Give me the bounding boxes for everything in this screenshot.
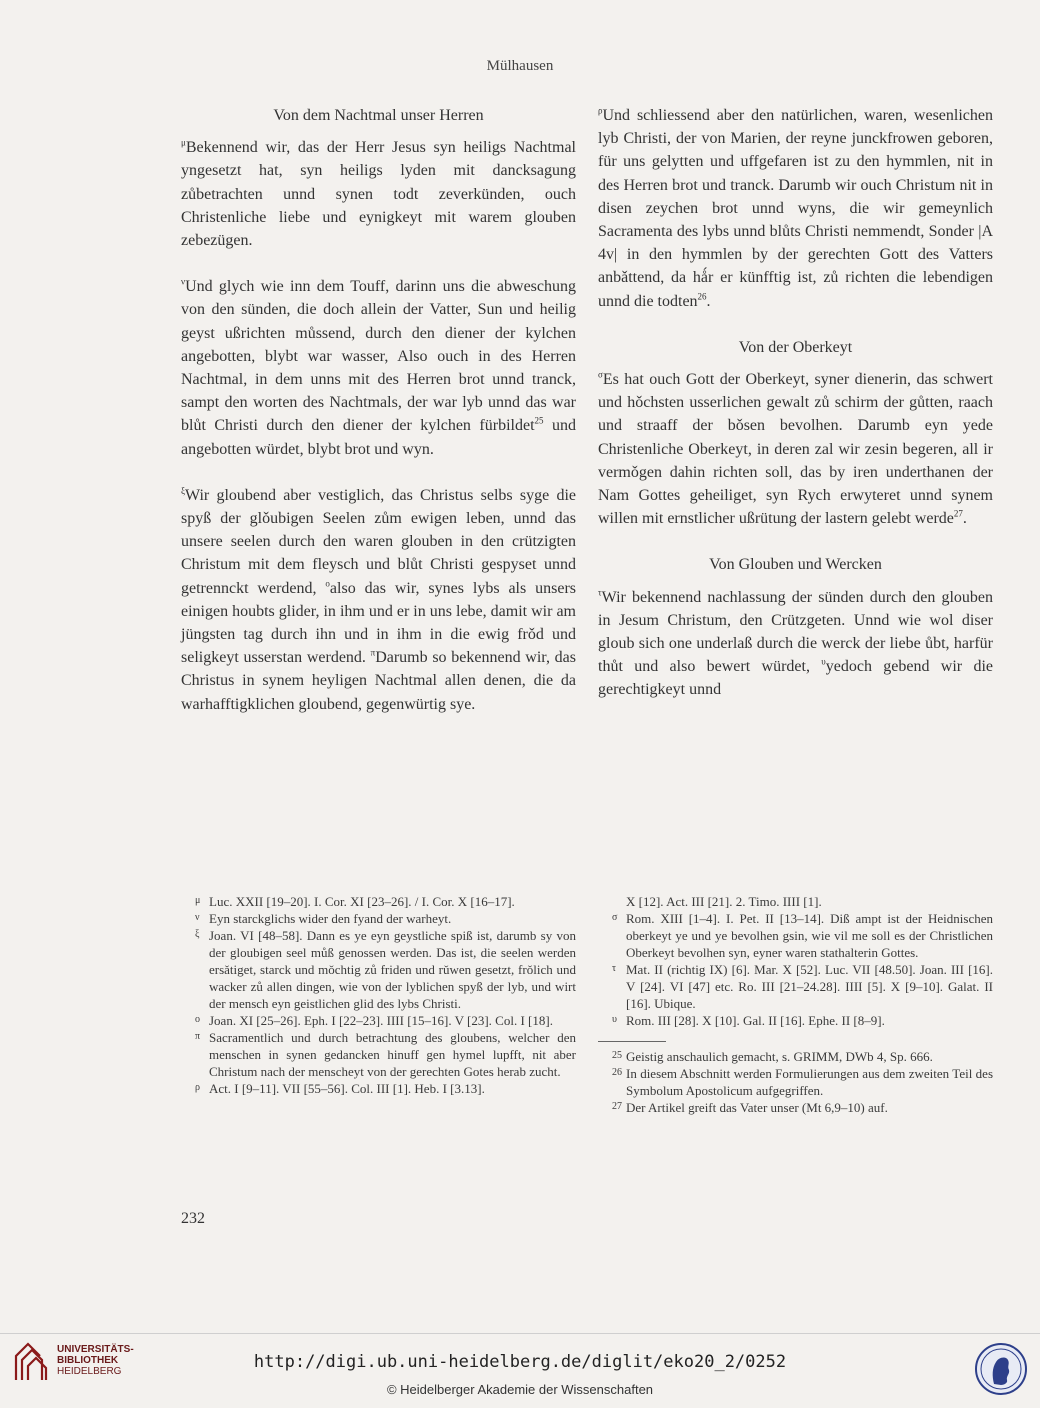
section-heading-nachtmal: Von dem Nachtmal unser Herren (273, 107, 484, 124)
library-name: UNIVERSITÄTS- BIBLIOTHEK HEIDELBERG (57, 1344, 134, 1377)
section-heading-oberkeyt: Von der Oberkeyt (738, 338, 853, 356)
page-number: 232 (181, 1210, 205, 1227)
footnote: τ Mat. II (richtig IX) [6]. Mar. X [52]. Luc. VII [48.50]. Joan. III [16]. V [24]. VI [47] etc. Ro. III [21–24.28]. IIII [5]. X [9–10]. Galat. II [16]. Ubique. (612, 962, 993, 1011)
viewer-footer (0, 1316, 1040, 1408)
footnotes-left (181, 893, 576, 1097)
footnote: ρ Act. I [9–11]. VII [55–56]. Col. III [1]. Heb. I [3.13]. (195, 1081, 485, 1096)
footnote: σ Rom. XIII [1–4]. I. Pet. II [13–14]. Diß ampt ist der Heidnischen oberkeyt ye und ye bevolhen gsin, wie vil me soll es der Christlichen Oberkeyt bevolhen syn, eyner waren stathalterin Gottes. (612, 911, 993, 960)
footer-divider (0, 1333, 1040, 1334)
paragraph: $^\nu$Und glych wie inn dem Touff, darinn uns die abweschung von den sünden, die doch allein der Vatter, Sun und heilig geyst ußrichten můssend, durch den diener der kylchen angebotten, blybt war wasser, Also ouch in des Herren Nachtmal, in dem unns mit des Herren brot unnd tranck, sampt den worten des Nachtmals, der war lyb unnd das war blůt Christi durch den diener der kylchen fürbildet$^{25}$ und angebotten würdet, blybt brot und wyn. (181, 276, 576, 458)
footnote: ο Joan. XI [25–26]. Eph. I [22–23]. IIII [15–16]. V [23]. Col. I [18]. (195, 1013, 553, 1028)
editor-note: 26 In diesem Abschnitt werden Formulierungen aus dem zweiten Teil des Symbolum Apostolicum aufgegriffen. (612, 1066, 993, 1098)
footnote: ξ Joan. VI [48–58]. Dann es ye eyn geystliche spiß ist, darumb sy von der gloubigen seel můß genossen werden. Das ist, die seelen werden ersǎtiget, starck und mǒchtig zů friden und rǔwen gesetzt, frǒlich und wacker zů allen dingen, wie von der lyblichen spyß der lyb, und wirt der mensch eyn geistlichen glid des lybs Christi. (195, 928, 576, 1011)
paragraph: $^\xi$Wir gloubend aber vestiglich, das Christus selbs syge die spyß der glǒubigen Seelen zům ewigen leben, unnd das unsere seelen durch den waren glouben in den crützigten Christum mit dem fleysch und blůt Christi gespyset unnd getrennckt werdend, $^o$also das wir, synes lybs als unsers einigen houbts glider, in ihm und er in uns lebe, damit wir am jüngsten tag durch ihn und in ihm in die ewig frǒd und seligkeyt usserstan werdend. $^\pi$Darumb so bekennend wir, das Christus in synem heyligen Nachtmal allen denen, die da warhafftigklichen gloubend, gegenwürtig sye. (181, 485, 577, 713)
footnote-ref[interactable]: 25 (534, 416, 544, 427)
section-heading-glouben: Von Glouben und Wercken (709, 556, 882, 574)
editor-note: 25 Geistig anschaulich gemacht, s. GRIMM, DWb 4, Sp. 666. (612, 1049, 933, 1064)
footnote-divider (598, 1041, 666, 1042)
paragraph: $^\mu$Bekennend wir, das der Herr Jesus syn heiligs Nachtmal yngesetzt hat, syn heiligs lyden mit dancksagung zůbetrachten unnd synen todt zeverkünden, ouch Christenliche liebe und eynigkeyt mit warem glouben zebezügen. (181, 137, 576, 250)
footnote: π Sacramentlich und durch betrachtung des gloubens, welcher den menschen in synen gedancken hinuff gen hymel lupfft, nit aber Christum nach der menscheyt von der gerechten Gotes herab zucht. (195, 1030, 576, 1079)
footnote: υ Rom. III [28]. X [10]. Gal. II [16]. Ephe. II [8–9]. (612, 1013, 885, 1028)
paragraph: $^\rho$Und schliessend aber den natürlichen, waren, wesenlichen lyb Christi, der von Marien, der reyne junckfrowen geboren, für uns gelytten und uffgefaren ist zu den hymmlen, nit in des Herren brot und tranck. Darumb wir ouch Christum nit in disen zeychen brot unnd wyns, die wir gemeynlich Sacramenta des lybs unnd blůts Christi nemmendt, Sonder |A 4v| in den hymmlen by der gerechten Gott des Vatters anbǎttend, da hǻr er künfftig ist, zů richten die lebendigen unnd die todten$^{26}$. (598, 105, 993, 310)
paragraph: $^\sigma$Es hat ouch Gott der Oberkeyt, syner dienerin, das schwert und hǒchsten usserlichen gewalt zů schirm der gůtten, raach und straaff der bǒsen bevolhen. Darumb eyn yede Christenliche Oberkeyt, in deren zal wir zesin begeren, all ir vermǒgen dahin richten soll, das by iren underthanen der Nam Gottes geheiliget, syn Rych erwyteret unnd synem willen mit ernstlicher ußrütung der lastern gelebt werde$^{27}$. (598, 369, 993, 528)
left-column (181, 104, 576, 739)
permalink-url[interactable]: http://digi.ub.uni-heidelberg.de/diglit/eko20_2/0252 (253, 1352, 787, 1372)
footnote: X [12]. Act. III [21]. 2. Timo. IIII [1]. (626, 894, 822, 909)
footnote: μ Luc. XXII [19–20]. I. Cor. XI [23–26]. / I. Cor. X [16–17]. (195, 894, 515, 909)
paragraph: $^\tau$Wir bekennend nachlassung der sünden durch den glouben in Jesum Christum, den Crützgeten. Unnd wie wol diser gloub sich one underlaß durch die werck der liebe ůbt, harfür thůt und also bewert würdet, $^\upsilon$yedoch gebend wir die gerechtigkeyt unnd (598, 587, 993, 699)
copyright-notice: © Heidelberger Akademie der Wissenschaften (386, 1382, 654, 1397)
footnote: ν Eyn starckglichs wider den fyand der warheyt. (195, 911, 452, 926)
right-column (598, 104, 993, 725)
running-head: Mülhausen (486, 58, 554, 74)
footnote-ref[interactable]: 27 (953, 508, 963, 519)
footnote-ref[interactable]: 26 (697, 291, 707, 302)
academy-seal-icon (974, 1340, 1028, 1398)
editor-note: 27 Der Artikel greift das Vater unser (Mt 6,9–10) auf. (612, 1100, 888, 1115)
footnotes-right (598, 893, 993, 1116)
